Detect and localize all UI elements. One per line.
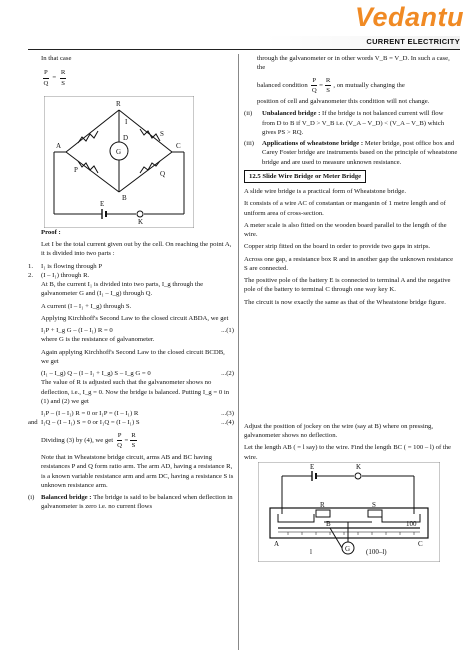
equation-1: I₁P + I_g G – (I – I₁) R = 0 ...(1)	[41, 327, 234, 334]
fig1-label-D: D	[123, 134, 129, 142]
meter-bridge-p7: The circuit is now exactly the same as that of the Wheatstone bridge figure.	[244, 298, 446, 306]
equation-4: and I₁Q – (I – I₁) S = 0 or I₁Q = (I – I₁) S ...(4)	[28, 419, 234, 427]
fig1-label-G: G	[116, 148, 122, 156]
proof-heading: Proof :	[41, 228, 61, 236]
right-paragraph-1: through the galvanometer or in other words V_B = V_D. In such a case, the	[257, 55, 450, 72]
chapter-title: CURRENT ELECTRICITY	[366, 37, 460, 46]
equation-2: (I₁ – I_g) Q – (I – I₁ + I_g) S – I_g G = 0 ...(2)	[41, 370, 234, 377]
meter-bridge-p5: Across one gap, a resistance box R and in another gap the unknown resistance S are connected.	[244, 255, 454, 272]
proof-paragraph-3: A current (I – I₁ + I_g) through S.	[41, 302, 132, 310]
balanced-bridge-item: (i) Balanced bridge : The bridge is said to be balanced when deflection in galvanometer is zero i.e. no current flows	[28, 494, 233, 511]
proof-item-1: 1. I₁ is flowing through P	[28, 262, 103, 270]
balance-equation: $\frac{P}{Q}$ = $\frac{R}{S}$	[43, 69, 66, 87]
right-paragraph-3: position of cell and galvanometer this condition will not change.	[257, 98, 430, 105]
applications-item: (iii) Applications of wheatstone bridge : Meter bridge, post office box and Carey Foster bridge are instruments based on the principle of wheatstone bridge and are used to measure unknown resistance.	[244, 140, 458, 166]
fig2-label-E: E	[310, 463, 315, 471]
unbalanced-bridge-item: (ii) Unbalanced bridge : If the bridge is not balanced current will flow from D to B if V_D > V_B i.e. (V_A – V_D) < (V_A – V_B) which gives PS > RQ.	[244, 110, 445, 136]
fig1-label-C: C	[176, 142, 181, 150]
balanced-condition: balanced condition $\frac{P}{Q}$ = $\frac{R}{S}$ , on mutually changing the	[257, 76, 405, 94]
proof-paragraph-2: At B, the current I₁ is divided into two parts, I_g through the galvanometer G and (I₁ – I_g) through Q.	[41, 281, 204, 298]
dividing-equation: Dividing (3) by (4), we get $\frac{P}{Q}$ = $\frac{R}{S}$	[41, 431, 136, 449]
proof-paragraph-7: The value of R is adjusted such that the galvanometer shows no deflection, i.e., I_g = 0. Now the bridge is balanced. Putting I_g = 0 in (1) and (2) we get	[41, 379, 230, 405]
fig2-label-S: S	[372, 501, 376, 509]
meter-bridge-p1: A slide wire bridge is a practical form of Wheatstone bridge.	[244, 188, 406, 195]
fig1-label-Ig: I	[125, 118, 128, 126]
fig2-label-R: R	[320, 501, 325, 509]
column-divider	[238, 54, 239, 650]
fig1-label-P: P	[74, 166, 78, 174]
fig1-label-K1: K	[138, 218, 144, 226]
fig2-label-rest: (100–l)	[366, 548, 387, 556]
fig2-label-K: K	[356, 463, 362, 471]
figure-spacer-2	[244, 310, 458, 422]
section-heading: 12.5 Slide Wire Bridge or Meter Bridge	[244, 170, 366, 183]
proof-paragraph-1: Let I be the total current given out by the cell. On reaching the point A, it is divided into two parts :	[41, 241, 232, 258]
vedantu-logo: Vedantu	[354, 2, 464, 32]
fig1-label-S: S	[160, 130, 164, 138]
fig1-label-E: E	[100, 200, 105, 208]
proof-paragraph-5: where G is the resistance of galvanometer.	[41, 336, 155, 344]
meter-bridge-figure	[258, 462, 440, 562]
wheatstone-bridge-figure	[44, 96, 194, 228]
meter-bridge-p8: Adjust the position of jockey on the wire (say at B) where on pressing, galvanometer shows no deflection.	[244, 422, 434, 439]
in-that-case: In that case	[41, 55, 72, 62]
meter-bridge-p2: It consists of a wire AC of constantan or manganin of 1 metre length and of uniform area of cross-section.	[244, 200, 446, 217]
fig1-label-A: A	[56, 142, 62, 150]
equation-3: I₁P – (I – I₁) R = 0 or I₁P = (I – I₁) R ...(3)	[41, 410, 234, 417]
meter-bridge-p6: The positive pole of the battery E is connected to terminal A and the negative pole of the battery to terminal C through one way key K.	[244, 277, 451, 294]
right-column	[244, 54, 458, 465]
fig1-label-Q: Q	[160, 170, 166, 178]
fig1-label-R: R	[116, 100, 121, 108]
proof-item-2: 2. (I – I₁) through R.	[28, 271, 90, 279]
meter-bridge-p9: Let the length AB ( = l say) to the wire. Find the length BC ( = 100 – l) of the wire.	[244, 444, 452, 461]
proof-paragraph-4: Applying Kirchhoff's Second Law to the closed circuit ABDA, we get	[41, 314, 229, 322]
meter-bridge-p3: A meter scale is also fitted on the wooden board parallel to the length of the wire.	[244, 221, 447, 238]
fig2-label-100: 100	[406, 520, 417, 528]
fig2-label-l: l	[310, 548, 312, 556]
fig2-label-B: B	[326, 520, 331, 528]
fig2-label-A: A	[274, 540, 280, 548]
proof-paragraph-6: Again applying Kirchhoff's Second Law to the closed circuit BCDB, we get	[41, 348, 225, 365]
fig2-label-G: G	[345, 545, 351, 553]
proof-paragraph-8: Note that in Wheatstone bridge circuit, arms AB and BC having resistances P and Q form ratio arm. The arm AD, having a resistance R, is a known variable resistance arm and arm DC, having a resistance S is unknown resistance arm.	[41, 454, 234, 489]
fig1-label-B: B	[122, 194, 127, 202]
meter-bridge-p4: Copper strip fitted on the board in order to provide two gaps in strips.	[244, 243, 431, 251]
fig2-label-C: C	[418, 540, 423, 548]
